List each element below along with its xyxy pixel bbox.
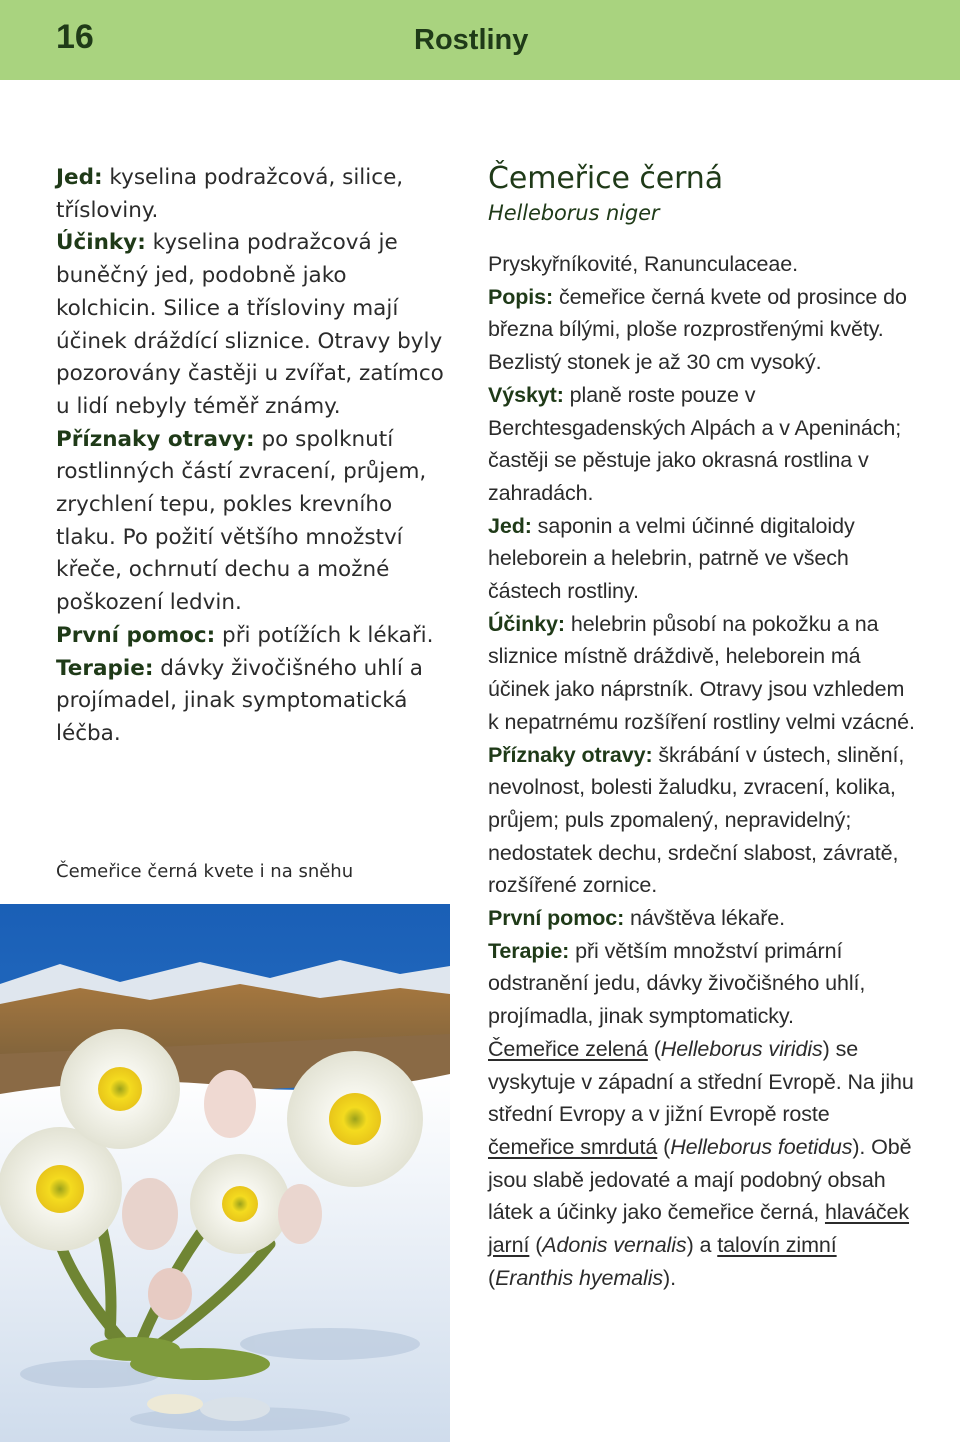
symptoms-label-right: Příznaky otravy:	[488, 742, 653, 767]
photo-caption: Čemeřice černá kvete i na sněhu	[56, 861, 354, 882]
section-title: Rostliny	[414, 24, 529, 56]
occurrence-paragraph	[488, 379, 918, 510]
left-column	[56, 162, 448, 751]
first-aid-text-right: návštěva lékaře.	[624, 906, 786, 931]
therapy-paragraph	[56, 653, 448, 751]
related-species-link-4: talovín zimní	[717, 1233, 837, 1258]
plant-name-heading: Čemeřice černá	[488, 161, 723, 196]
related-species-link-3: hlaváček jarní	[488, 1200, 910, 1258]
symptoms-label: Příznaky otravy:	[56, 426, 255, 452]
related-species-link-2: čemeřice smrdutá	[488, 1134, 658, 1159]
note-text-6: ) a	[686, 1233, 718, 1258]
note-text-2: ) se vyskytuje v západní a střední Evropě. Na jihu střední Evropy a v jižní Evropě roste	[488, 1036, 914, 1127]
right-column	[488, 160, 918, 1295]
symptoms-paragraph-right	[488, 739, 918, 903]
first-aid-text: při potížích k lékaři.	[215, 622, 434, 648]
family-line: Pryskyřníkovité, Ranunculaceae.	[488, 252, 798, 276]
occurrence-label: Výskyt:	[488, 382, 564, 407]
latin-name: Helleborus niger	[488, 201, 660, 225]
first-aid-paragraph-right	[488, 902, 918, 935]
effects-label: Účinky:	[56, 230, 146, 256]
page-header	[0, 0, 960, 80]
effects-label-right: Účinky:	[488, 611, 565, 636]
poison-text-right: saponin a velmi účinné digitaloidy heleborein a helebrin, patrně ve všech částech rostliny.	[488, 513, 855, 604]
first-aid-label: První pomoc:	[56, 622, 216, 648]
therapy-text: dávky živočišného uhlí a projímadel, jinak symptomatická léčba.	[56, 655, 423, 746]
therapy-label-right: Terapie:	[488, 938, 570, 963]
note-text-3: (	[657, 1134, 671, 1159]
poison-label-right: Jed:	[488, 513, 532, 538]
hellebore-photo	[0, 904, 450, 1442]
poison-text: kyselina podražcová, silice, třísloviny.	[56, 165, 404, 223]
related-species-link-1: Čemeřice zelená	[488, 1036, 648, 1061]
poison-label: Jed:	[56, 165, 103, 190]
description-paragraph	[488, 281, 918, 379]
latin-name-1: Helleborus viridis	[660, 1036, 823, 1061]
note-text-1: (	[647, 1036, 661, 1061]
therapy-paragraph-right	[488, 935, 918, 1033]
related-species-paragraph	[488, 1033, 918, 1295]
occurrence-text: planě roste pouze v Berchtesgadenských Alpách a v Apeninách; častěji se pěstuje jako okrasná rostlina v zahradách.	[488, 382, 902, 505]
note-text-8: ).	[663, 1265, 676, 1290]
effects-text: kyselina podražcová je buněčný jed, podobně jako kolchicin. Silice a třísloviny mají účinek dráždící sliznice. Otravy byly pozorovány častěji u zvířat, zatímco u lidí nebyly téměř známy.	[56, 230, 444, 419]
effects-text-right: helebrin působí na pokožku a na sliznice místně dráždivě, heleborein má účinek jako náprstník. Otravy jsou vzhledem k nepatrnému rozšíření rostliny velmi vzácné.	[488, 611, 915, 734]
poison-paragraph-right	[488, 510, 918, 608]
note-text-4: ). Obě jsou slabě jedovaté a mají podobný obsah látek a účinky jako čemeřice černá,	[488, 1134, 912, 1225]
therapy-text-right: při větším množství primární odstranění jedu, dávky živočišného uhlí, projímadla, jinak symptomaticky.	[488, 938, 866, 1029]
first-aid-label-right: První pomoc:	[488, 906, 625, 931]
symptoms-paragraph	[56, 424, 448, 620]
description-text: čemeřice černá kvete od prosince do března bílými, ploše rozprostřenými květy. Bezlistý stonek je až 30 cm vysoký.	[488, 284, 907, 375]
note-text-7: (	[488, 1265, 496, 1290]
page-number: 16	[56, 18, 94, 56]
description-label: Popis:	[488, 284, 554, 309]
effects-paragraph	[56, 227, 448, 423]
symptoms-text-right: škrábání v ústech, slinění, nevolnost, bolesti žaludku, zvracení, kolika, průjem; puls zpomalený, nepravidelný; nedostatek dechu, srdeční slabost, závratě, rozšířené zornice.	[488, 742, 905, 898]
latin-name-3: Adonis vernalis	[542, 1233, 687, 1258]
symptoms-text: po spolknutí rostlinných částí zvracení, průjem, zrychlení tepu, pokles krevního tlaku. Po požití většího množství křeče, ochrnutí dechu a možné poškození ledvin.	[56, 426, 427, 616]
poison-paragraph	[56, 162, 448, 227]
latin-name-4: Eranthis hyemalis	[495, 1265, 664, 1290]
effects-paragraph-right	[488, 608, 918, 739]
note-text-5: (	[529, 1233, 543, 1258]
therapy-label: Terapie:	[56, 655, 154, 681]
first-aid-paragraph	[56, 620, 448, 653]
latin-name-2: Helleborus foetidus	[670, 1134, 853, 1159]
